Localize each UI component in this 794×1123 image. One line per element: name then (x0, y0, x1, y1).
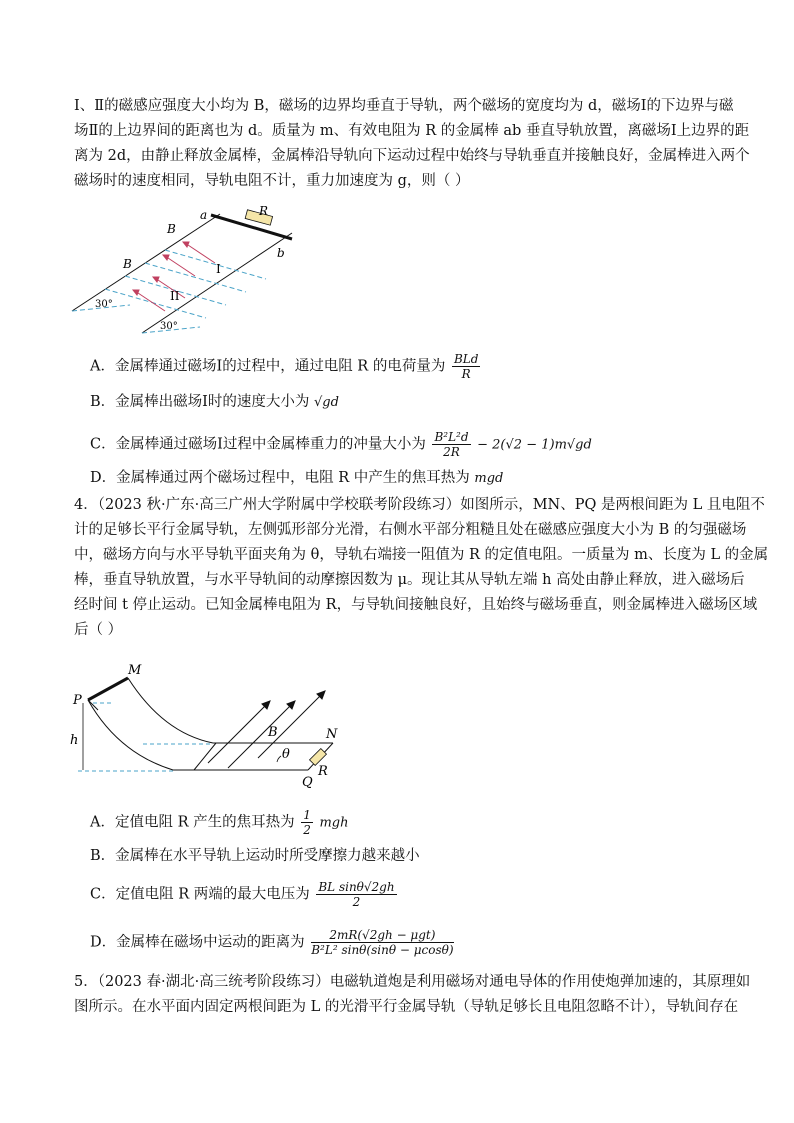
q3-option-d[interactable] (90, 468, 503, 489)
q3-stem-line: 离为 2d，由静止释放金属棒，金属棒沿导轨向下运动过程中始终与导轨垂直并接触良好，金属棒进入两个 (74, 148, 750, 164)
q4-stem-line: 4．（2023 秋·广东·高三广州大学附属中学校联考阶段练习）如图所示，MN、PQ 是两根间距为 L 且电阻不 (74, 497, 765, 513)
q3-label-I: I (216, 262, 221, 276)
q3-option-d-expr: mgd (474, 471, 504, 486)
q4-option-d-text: D．金属棒在磁场中运动的距离为 (90, 934, 305, 951)
q3-option-b-expr: √gd (314, 395, 339, 410)
q4-figure (68, 658, 368, 808)
q4-stem-line: 棒，垂直导轨放置，与水平导轨间的动摩擦因数为 μ。现让其从导轨左端 h 高处由静止释放，进入磁场后 (74, 572, 745, 588)
q3-stem (74, 94, 750, 194)
q4-label-theta: θ (282, 747, 290, 762)
q3-option-d-text: D．金属棒通过两个磁场过程中，电阻 R 中产生的焦耳热为 (90, 470, 470, 486)
q4-option-a-tail: mgh (319, 815, 349, 831)
q5-stem-line: 图所示。在水平面内固定两根间距为 L 的光滑平行金属导轨（导轨足够长且电阻忽略不计），导轨间存在 (74, 999, 739, 1015)
q4-label-M: M (128, 663, 142, 678)
q4-stem-line: 中，磁场方向与水平导轨平面夹角为 θ，导轨右端接一阻值为 R 的定值电阻。一质量为 m、长度为 L 的金属 (74, 547, 769, 563)
q4-option-c[interactable] (90, 880, 399, 909)
q4-stem (74, 493, 769, 643)
q3-option-a-fraction (452, 352, 480, 381)
q4-option-a-text: A．定值电阻 R 产生的焦耳热为 (90, 814, 295, 831)
q3-option-b[interactable] (90, 392, 339, 413)
q4-option-c-den: 2 (352, 895, 361, 909)
q4-label-h: h (70, 733, 79, 748)
q4-option-b-text: B．金属棒在水平导轨上运动时所受摩擦力越来越小 (90, 848, 420, 864)
q4-stem-line: 后（ ） (74, 622, 123, 638)
q5-stem-line: 5．（2023 春·湖北·高三统考阶段练习）电磁轨道炮是利用磁场对通电导体的作用使炮弹加速的，其原理如 (74, 974, 751, 990)
q4-option-d-fraction (311, 928, 453, 957)
q3-option-c-num: B²L²d (434, 430, 469, 444)
q3-option-a[interactable] (90, 352, 482, 381)
q3-option-c-fraction (432, 430, 470, 459)
q4-label-R: R (318, 764, 328, 779)
q3-label-b: b (277, 246, 285, 260)
q3-option-a-num: BLd (453, 352, 479, 366)
q3-option-c-text: C．金属棒通过磁场Ⅰ过程中金属棒重力的冲量大小为 (90, 436, 426, 453)
q3-stem-line: Ⅰ、Ⅱ的磁感应强度大小均为 B，磁场的边界均垂直于导轨，两个磁场的宽度均为 d，磁场Ⅰ的下边界与磁 (74, 98, 734, 114)
q3-figure (70, 205, 310, 335)
q4-option-c-fraction (316, 880, 396, 909)
q3-label-B2: B (123, 257, 132, 271)
q4-label-Q: Q (302, 775, 313, 790)
q4-option-c-text: C．定值电阻 R 两端的最大电压为 (90, 886, 310, 903)
q4-label-P: P (73, 693, 82, 708)
q3-option-a-text: A．金属棒通过磁场Ⅰ的过程中，通过电阻 R 的电荷量为 (90, 358, 446, 375)
q3-stem-line: 磁场时的速度相同，导轨电阻不计，重力加速度为 g，则（ ） (74, 173, 470, 189)
q3-angle-1: 30° (95, 299, 113, 310)
q4-option-d-num: 2mR(√2gh − μgt) (311, 928, 453, 943)
q4-stem-line: 计的足够长平行金属导轨，左侧弧形部分光滑，右侧水平部分粗糙且处在磁感应强度大小为 B 的匀强磁场 (74, 522, 747, 538)
q4-option-a[interactable] (90, 808, 349, 837)
q4-option-a-den: 2 (303, 823, 311, 837)
q3-option-c[interactable] (90, 430, 592, 459)
q4-option-b[interactable] (90, 846, 420, 866)
q4-label-B: B (268, 725, 278, 740)
q3-angle-2: 30° (160, 321, 178, 332)
q3-option-c-den: 2R (443, 445, 460, 459)
q4-option-d-den: B²L² sinθ(sinθ − μcosθ) (311, 943, 454, 957)
q3-option-a-den: R (461, 367, 471, 381)
q3-label-R: R (259, 205, 269, 218)
q4-label-N: N (326, 727, 338, 742)
q3-label-B1: B (167, 222, 176, 236)
q3-option-c-tail: − 2(√2 − 1)m√gd (477, 437, 592, 453)
q3-label-II: II (170, 289, 180, 303)
q4-option-a-fraction (301, 808, 313, 837)
q3-label-a: a (200, 208, 208, 222)
q4-stem-line: 经时间 t 停止运动。已知金属棒电阻为 R，与导轨间接触良好，且始终与磁场垂直，则金属棒进入磁场区域 (74, 597, 758, 613)
q3-stem-line: 场Ⅱ的上边界间的距离也为 d。质量为 m、有效电阻为 R 的金属棒 ab 垂直导轨放置，离磁场Ⅰ上边界的距 (74, 123, 750, 139)
q4-option-d[interactable] (90, 928, 456, 957)
q3-option-b-text: B．金属棒出磁场Ⅰ时的速度大小为 (90, 394, 310, 410)
q5-stem (74, 970, 751, 1020)
q4-option-c-num: BL sinθ√2gh (318, 880, 395, 894)
q4-option-a-num: 1 (303, 808, 311, 822)
